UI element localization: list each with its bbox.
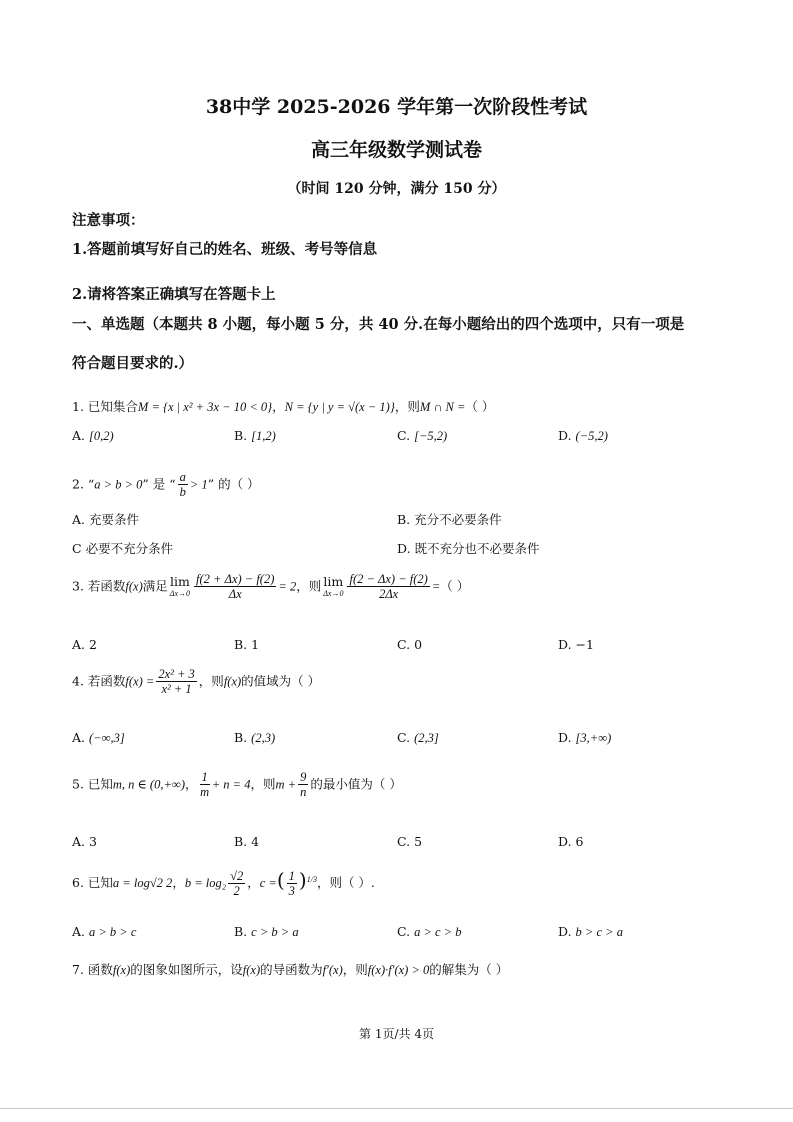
option-value: 3 <box>89 834 97 849</box>
q7-derivative: f′(x) <box>322 963 343 977</box>
q6-fraction-b <box>228 869 245 899</box>
fraction-denominator: b <box>179 485 186 500</box>
option-a <box>72 834 97 849</box>
option-d <box>397 539 540 557</box>
paper-subtitle: 高三年级数学测试卷 <box>310 139 482 161</box>
q1-comma: ， <box>272 399 285 414</box>
option-value: (−5,2) <box>575 429 608 443</box>
option-key: A. <box>72 512 86 527</box>
right-paren: ) <box>298 868 307 892</box>
option-b <box>234 924 299 940</box>
option-key: D. <box>558 924 572 939</box>
fraction-numerator: a <box>179 470 186 484</box>
option-value: a > b > c <box>89 925 137 939</box>
q2-fraction <box>178 470 188 500</box>
note-item: 1.答题前填写好自己的姓名、班级、考号等信息 <box>72 241 378 258</box>
option-b <box>234 730 275 746</box>
option-key: D. <box>397 541 411 556</box>
option-value: [0,2) <box>89 429 114 443</box>
option-key: C <box>72 541 82 556</box>
fraction-denominator: Δx <box>228 587 242 602</box>
set-n: N = {y | y = √(x − 1)} <box>284 400 395 414</box>
fraction-denominator: 2 <box>233 884 240 898</box>
q7-suffix: 的解集为（ ） <box>429 962 509 977</box>
q7-prefix: 7. 函数 <box>72 962 113 977</box>
option-b <box>234 637 259 652</box>
option-key: B. <box>234 924 248 939</box>
q5-fraction-1 <box>200 770 210 800</box>
page-number: 第 1页/共 4页 <box>359 1027 434 1041</box>
notes-heading: 注意事项： <box>72 212 145 229</box>
q2-condition: a > b > 0 <box>94 477 143 492</box>
q6-c-lhs: c = <box>259 876 277 890</box>
option-value: 1 <box>251 637 260 652</box>
option-b <box>234 834 259 849</box>
option-key: A. <box>72 730 86 745</box>
option-key: B. <box>397 512 411 527</box>
option-value: (−∞,3] <box>89 731 125 745</box>
option-b <box>234 428 276 444</box>
q3-mid: 满足 <box>142 578 168 594</box>
option-a <box>72 428 114 444</box>
option-d <box>558 834 584 849</box>
q5-then: ，则 <box>250 776 276 792</box>
fraction-denominator: x² + 1 <box>161 682 192 697</box>
option-value: [−5,2) <box>414 429 448 443</box>
option-key: D. <box>558 730 572 745</box>
option-b <box>397 510 502 528</box>
option-c <box>397 834 422 849</box>
q2-prefix: 2. “ <box>72 476 95 492</box>
q2-gt: > 1 <box>189 477 208 492</box>
fraction-denominator: m <box>200 785 210 800</box>
q5-comma: ， <box>184 776 198 792</box>
option-value: 既不充分也不必要条件 <box>414 541 540 556</box>
q2-suffix: ” 的（ ） <box>207 476 260 492</box>
option-key: A. <box>72 834 86 849</box>
option-a <box>72 637 97 652</box>
option-value: 0 <box>414 637 423 652</box>
option-value: [1,2) <box>251 429 276 443</box>
option-value: 5 <box>414 834 423 849</box>
q5-fraction-2 <box>298 770 308 800</box>
limit-operator: lim <box>323 574 344 590</box>
bottom-divider <box>0 1108 793 1109</box>
fraction-denominator: 2Δx <box>379 587 399 602</box>
q4-then: ，则 <box>198 673 224 689</box>
option-a <box>72 510 139 528</box>
q6-comma: ， <box>247 875 260 890</box>
note-item: 2.请将答案正确填写在答题卡上 <box>72 286 276 303</box>
question-7 <box>72 960 508 978</box>
option-d <box>558 924 623 940</box>
q4-lhs: f(x) = <box>125 674 155 689</box>
limit-operator: lim <box>169 574 190 590</box>
fraction-numerator: 1 <box>288 868 295 883</box>
option-value: −1 <box>575 637 594 652</box>
q6-b-lhs: b = log₂ <box>184 876 227 890</box>
q5-condition: m, n ∈ (0,+∞) <box>112 777 185 792</box>
option-a <box>72 730 125 746</box>
q4-prefix: 4. 若函数 <box>72 673 126 689</box>
question-3 <box>72 572 469 602</box>
set-m: M = {x | x² + 3x − 10 < 0} <box>137 400 273 414</box>
q4-fraction <box>156 667 196 697</box>
fraction-numerator: 1 <box>201 770 208 784</box>
option-value: 充分不必要条件 <box>414 512 502 527</box>
option-key: C. <box>397 924 411 939</box>
option-value: (2,3) <box>251 731 276 745</box>
option-d <box>558 428 608 444</box>
fraction-numerator: 9 <box>300 770 307 784</box>
q3-function: f(x) <box>125 579 143 594</box>
option-key: B. <box>234 834 248 849</box>
option-c <box>397 730 439 746</box>
option-value: c > b > a <box>251 925 299 939</box>
q6-fraction-c <box>287 869 297 899</box>
q3-blank: （ ） <box>440 578 470 594</box>
option-value: a > c > b <box>414 925 462 939</box>
option-key: C. <box>397 428 411 443</box>
option-value: 4 <box>251 834 260 849</box>
question-1 <box>72 397 494 415</box>
q5-rest: + n = 4 <box>211 777 251 792</box>
option-value: 6 <box>575 834 584 849</box>
q6-a-def: a = log√2 2 <box>112 876 173 890</box>
option-value: [3,+∞) <box>575 731 612 745</box>
section-heading-cont: 符合题目要求的.） <box>72 355 194 372</box>
q4-function: f(x) <box>223 674 242 689</box>
q1-prefix: 1. 已知集合 <box>72 399 138 414</box>
q4-suffix: 的值域为（ ） <box>241 673 321 689</box>
option-key: A. <box>72 637 86 652</box>
q6-comma: ， <box>172 875 185 890</box>
option-key: B. <box>234 730 248 745</box>
option-value: b > c > a <box>575 925 623 939</box>
time-info: （时间 120 分钟，满分 150 分） <box>287 181 506 197</box>
fraction-numerator: 2x² + 3 <box>158 667 195 681</box>
option-key: D. <box>558 834 572 849</box>
limit-subscript: Δx→0 <box>169 589 191 599</box>
option-key: C. <box>397 834 411 849</box>
section-heading: 一、单选题（本题共 8 小题，每小题 5 分，共 40 分.在每小题给出的四个选项中，只有一项是 <box>72 316 685 333</box>
q6-suffix: ，则（ ）. <box>316 875 375 890</box>
q7-function-2: f(x) <box>242 963 261 977</box>
option-value: (2,3] <box>414 731 439 745</box>
exam-title: 38中学 2025-2026 学年第一次阶段性考试 <box>205 96 588 118</box>
q7-then: ，则 <box>342 962 368 977</box>
option-d <box>558 637 594 652</box>
fraction-numerator: f(2 + Δx) − f(2) <box>196 572 275 586</box>
q7-mid2: 的导函数为 <box>260 962 323 977</box>
option-key: D. <box>558 428 572 443</box>
q5-suffix: 的最小值为（ ） <box>310 776 402 792</box>
q3-limit-1 <box>170 575 190 599</box>
q1-blank: （ ） <box>465 399 495 414</box>
q1-then: ，则 <box>394 399 420 414</box>
fraction-denominator: n <box>300 785 307 800</box>
option-key: C. <box>397 730 411 745</box>
fraction-numerator: f(2 − Δx) − f(2) <box>349 572 428 586</box>
option-c <box>397 637 422 652</box>
limit-subscript: Δx→0 <box>323 589 344 599</box>
option-key: A. <box>72 924 86 939</box>
option-c <box>397 428 447 444</box>
q7-function: f(x) <box>112 963 131 977</box>
question-5 <box>72 770 402 800</box>
option-c <box>72 539 173 557</box>
fraction-numerator: √2 <box>230 868 244 883</box>
q3-eq1: = 2 <box>278 579 297 594</box>
q6-exponent: 1/3 <box>306 874 317 884</box>
q3-fraction-1 <box>194 572 276 602</box>
option-key: C. <box>397 637 411 652</box>
option-value: 2 <box>89 637 97 652</box>
option-key: B. <box>234 428 248 443</box>
q6-prefix: 6. 已知 <box>72 875 113 890</box>
option-value: 必要不充分条件 <box>85 541 174 556</box>
left-paren: ( <box>276 868 285 892</box>
q7-inequality: f(x)·f′(x) > 0 <box>367 963 430 977</box>
option-key: A. <box>72 428 86 443</box>
fraction-denominator: 3 <box>288 884 295 898</box>
option-value: 充要条件 <box>89 512 140 527</box>
option-a <box>72 924 136 940</box>
q3-fraction-2 <box>347 572 429 602</box>
q2-mid: ” 是 “ <box>142 476 176 492</box>
question-6 <box>72 868 375 898</box>
option-key: D. <box>558 637 572 652</box>
q3-eq2: = <box>431 579 441 594</box>
q7-mid: 的图象如图所示，设 <box>130 962 243 977</box>
question-2 <box>72 470 260 500</box>
q3-prefix: 3. 若函数 <box>72 578 126 594</box>
q3-then: ，则 <box>296 578 322 594</box>
option-d <box>558 730 611 746</box>
q5-prefix: 5. 已知 <box>72 776 113 792</box>
option-c <box>397 924 462 940</box>
question-4 <box>72 667 320 697</box>
q3-limit-2 <box>323 575 343 599</box>
q1-expr: M ∩ N = <box>419 400 466 414</box>
q5-lhs: m + <box>275 777 297 792</box>
option-key: B. <box>234 637 248 652</box>
